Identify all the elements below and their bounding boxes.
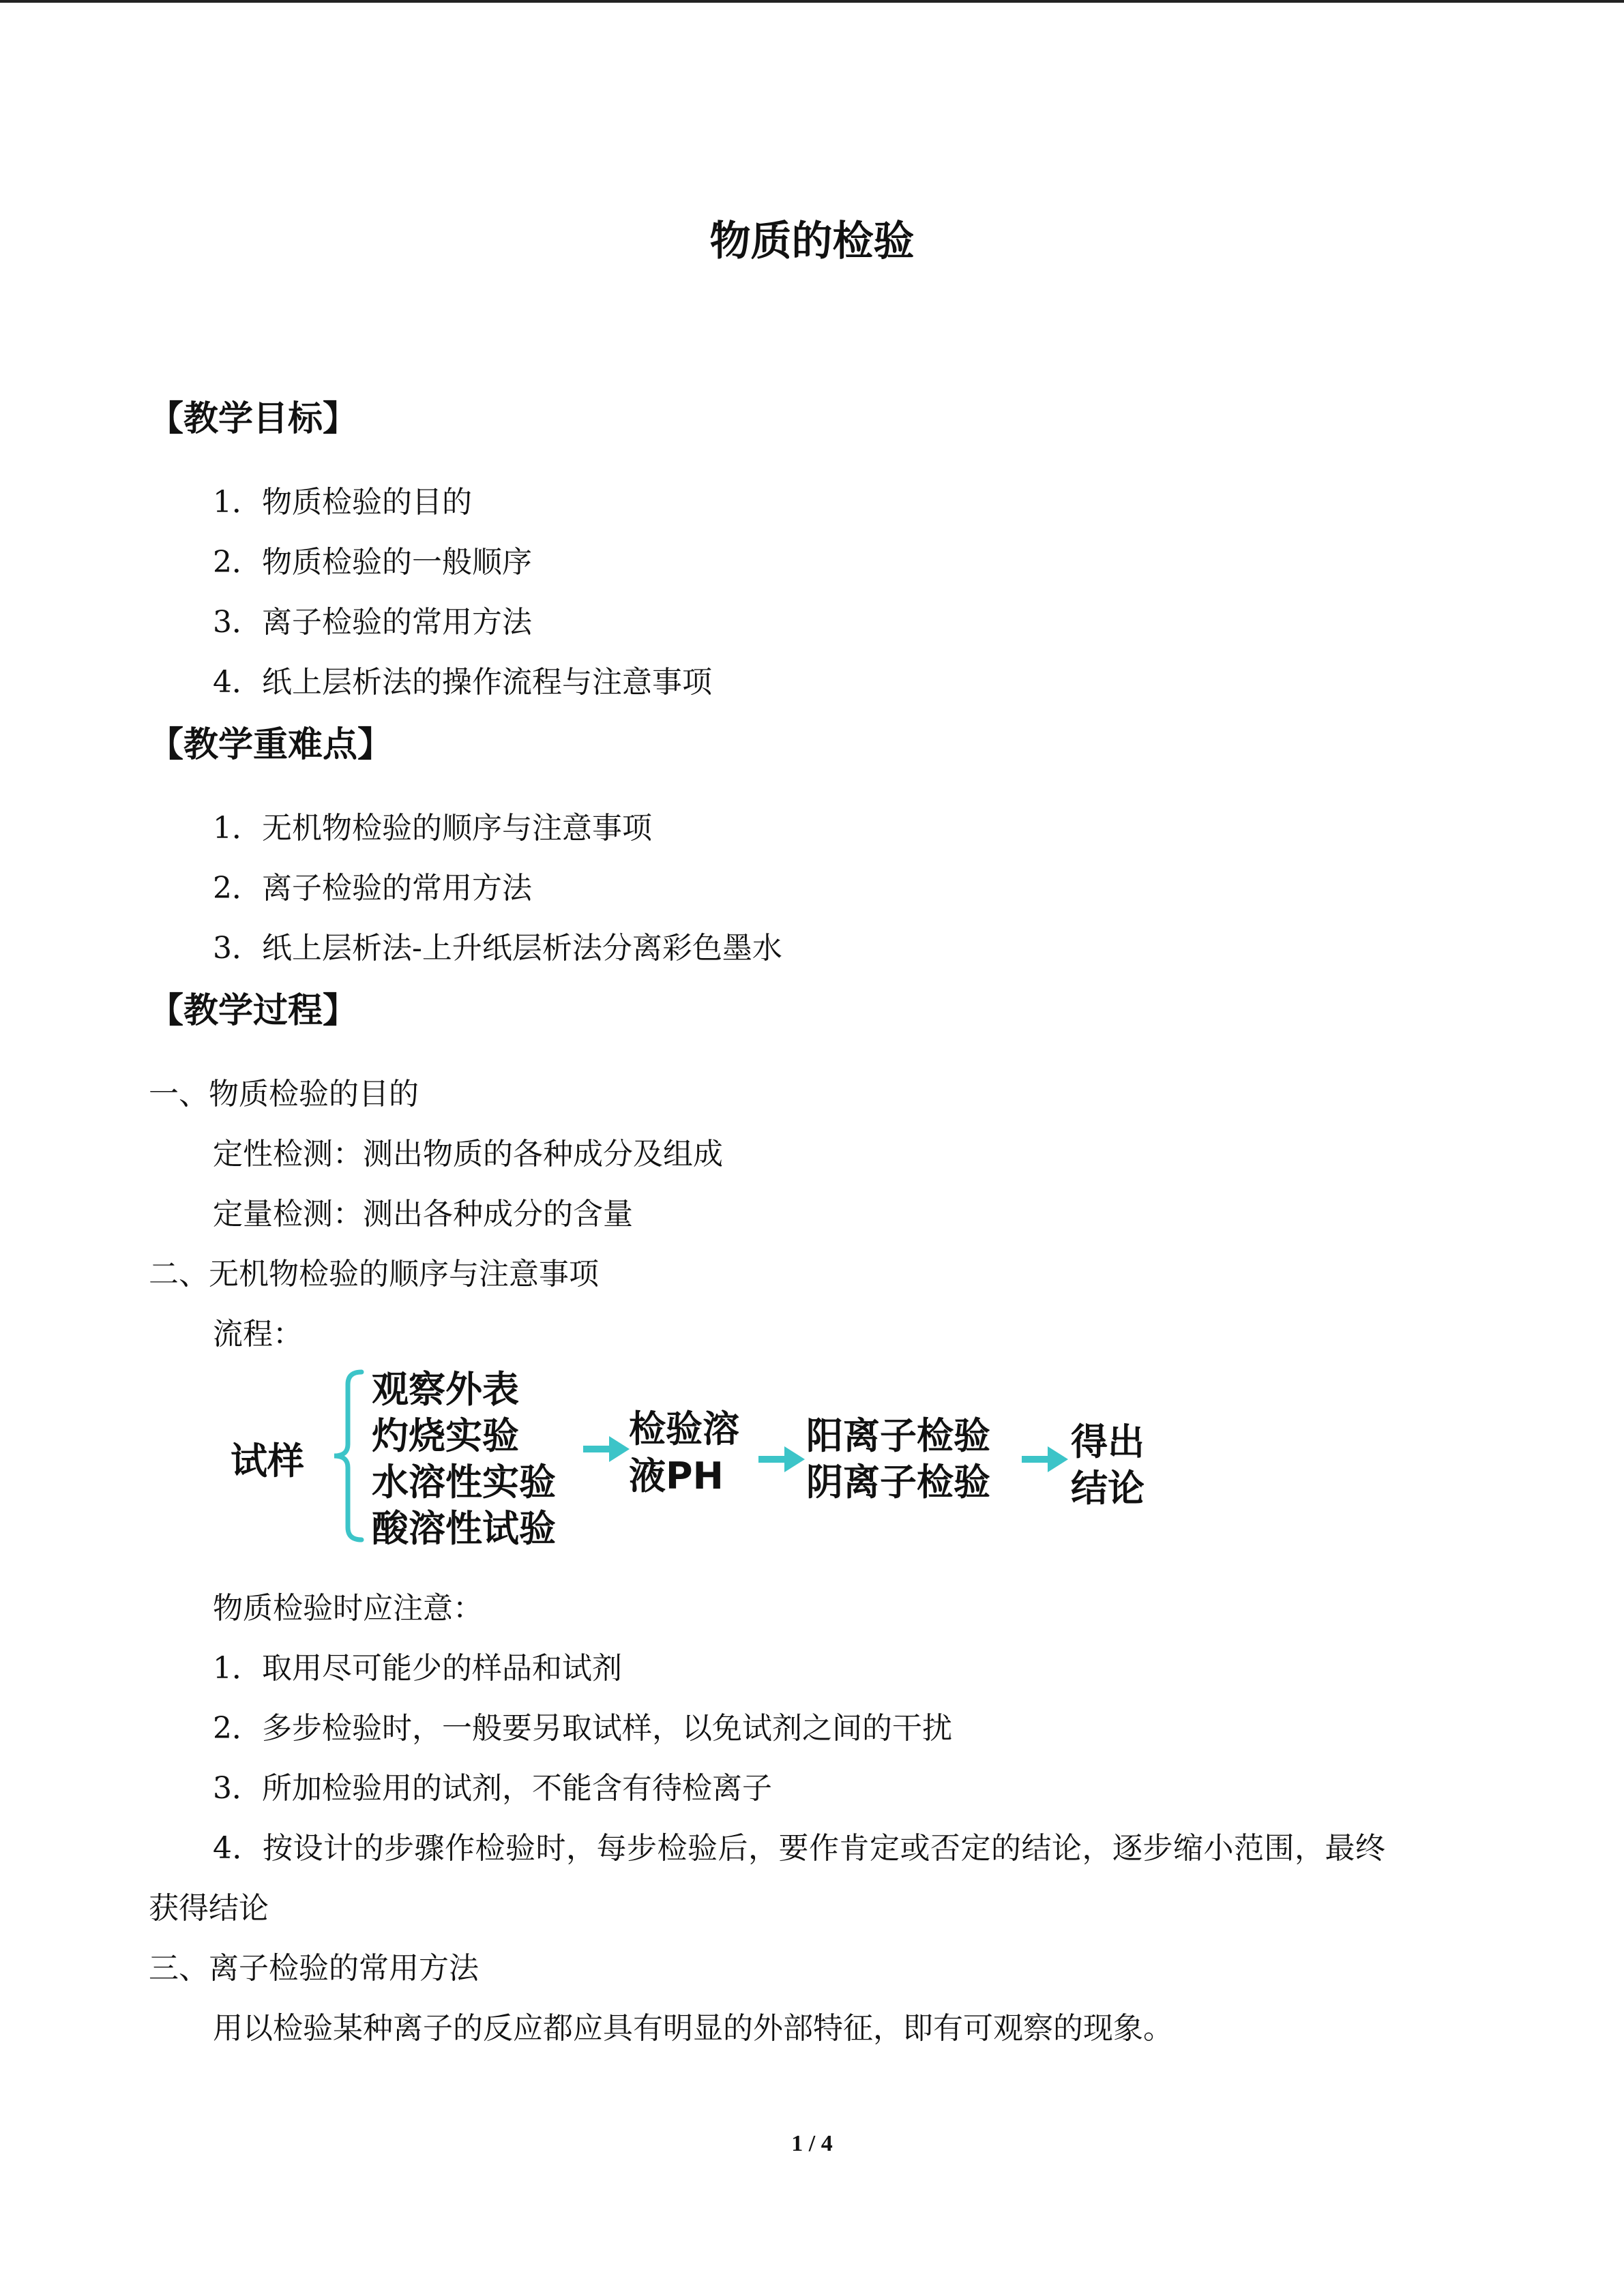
flow-step2-line1: 检验溶 <box>629 1407 739 1450</box>
key-points-heading: 【教学重难点】 <box>149 725 393 765</box>
notes-label: 物质检验时应注意： <box>213 1591 483 1626</box>
page-title: 物质的检验 <box>709 218 915 265</box>
flow-step3-line1: 阳离子检验 <box>806 1414 990 1457</box>
process-heading: 【教学过程】 <box>149 991 358 1031</box>
objective-item-4: 4．纸上层析法的操作流程与注意事项 <box>213 665 712 700</box>
objective-item-2: 2．物质检验的一般顺序 <box>213 545 532 580</box>
objective-item-3: 3．离子检验的常用方法 <box>213 605 532 640</box>
part3-heading: 三、离子检验的常用方法 <box>149 1951 479 1986</box>
flow-arrow-icon <box>583 1432 631 1466</box>
flow-brace-icon <box>321 1364 375 1548</box>
part1-line-2: 定量检测：测出各种成分的含量 <box>213 1197 633 1232</box>
note-item-4-continued: 获得结论 <box>149 1891 269 1926</box>
flow-branch-3: 水溶性实验 <box>372 1461 556 1504</box>
top-border-line <box>0 0 1624 3</box>
flow-step3-line2: 阴离子检验 <box>806 1461 990 1504</box>
flow-label: 流程： <box>213 1317 303 1352</box>
key-point-item-2: 2．离子检验的常用方法 <box>213 871 532 906</box>
flow-branch-2: 灼烧实验 <box>372 1414 519 1457</box>
flow-arrow-icon <box>758 1442 806 1476</box>
part3-line: 用以检验某种离子的反应都应具有明显的外部特征，即有可观察的现象。 <box>213 2011 1173 2046</box>
flow-branch-1: 观察外表 <box>372 1368 519 1411</box>
part1-heading: 一、物质检验的目的 <box>149 1077 419 1112</box>
flow-step2-line2: 液PH <box>629 1455 724 1497</box>
key-point-item-3: 3．纸上层析法-上升纸层析法分离彩色墨水 <box>213 931 782 966</box>
flow-step4-line2: 结论 <box>1071 1467 1145 1510</box>
note-item-1: 1．取用尽可能少的样品和试剂 <box>213 1651 622 1686</box>
key-point-item-1: 1．无机物检验的顺序与注意事项 <box>213 811 652 846</box>
flow-branch-4: 酸溶性试验 <box>372 1507 556 1550</box>
flow-sample-label: 试样 <box>231 1440 304 1482</box>
note-item-4: 4．按设计的步骤作检验时，每步检验后，要作肯定或否定的结论，逐步缩小范围，最终 <box>213 1831 1386 1866</box>
page-number: 1 / 4 <box>791 2131 833 2156</box>
objective-item-1: 1．物质检验的目的 <box>213 485 472 520</box>
note-item-3: 3．所加检验用的试剂，不能含有待检离子 <box>213 1771 772 1806</box>
note-item-2: 2．多步检验时，一般要另取试样，以免试剂之间的干扰 <box>213 1711 952 1746</box>
flow-step4-line1: 得出 <box>1071 1420 1145 1463</box>
objectives-heading: 【教学目标】 <box>149 399 358 439</box>
part1-line-1: 定性检测：测出物质的各种成分及组成 <box>213 1137 723 1172</box>
part2-heading: 二、无机物检验的顺序与注意事项 <box>149 1257 599 1292</box>
flow-arrow-icon <box>1022 1442 1069 1476</box>
